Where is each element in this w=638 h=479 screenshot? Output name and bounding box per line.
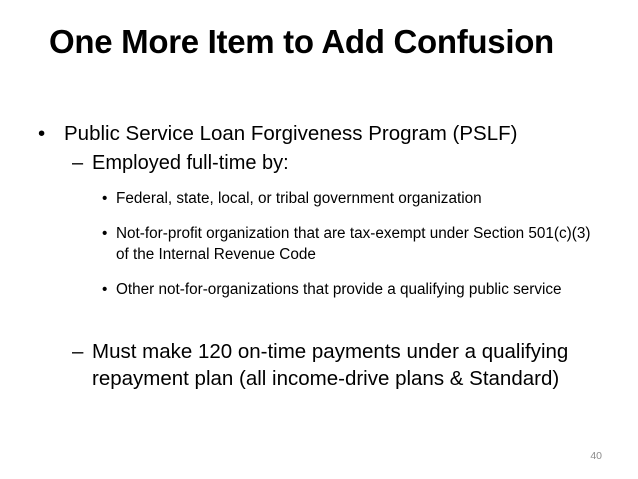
sub-bullet-government-text: Federal, state, local, or tribal government organization [116, 190, 482, 207]
sub-bullet-other-text: Other not-for-organizations that provide a qualifying public service [116, 281, 562, 298]
bullet-pslf [38, 120, 618, 148]
bullet-marker: • [102, 190, 108, 207]
sub-bullet-government [102, 188, 602, 209]
sub-bullet-other [102, 279, 602, 300]
dash-marker: – [72, 152, 84, 174]
bullet-employed-text: Employed full-time by: [92, 152, 289, 174]
bullet-payments [72, 338, 612, 392]
sub-bullet-nonprofit [102, 223, 602, 265]
sub-bullet-nonprofit-text: Not-for-profit organization that are tax-exempt under Section 501(c)(3) of the Internal Revenue Code [116, 225, 591, 263]
bullet-marker: • [102, 225, 108, 242]
page-number: 40 [590, 450, 602, 462]
bullet-marker: • [38, 122, 46, 145]
bullet-employed [72, 150, 612, 176]
dash-marker: – [72, 340, 84, 363]
bullet-payments-text: Must make 120 on-time payments under a qualifying repayment plan (all income-drive plans & Standard) [92, 340, 569, 390]
bullet-pslf-text: Public Service Loan Forgiveness Program (PSLF) [64, 122, 518, 145]
bullet-marker: • [102, 281, 108, 298]
slide-title: One More Item to Add Confusion [49, 23, 554, 60]
